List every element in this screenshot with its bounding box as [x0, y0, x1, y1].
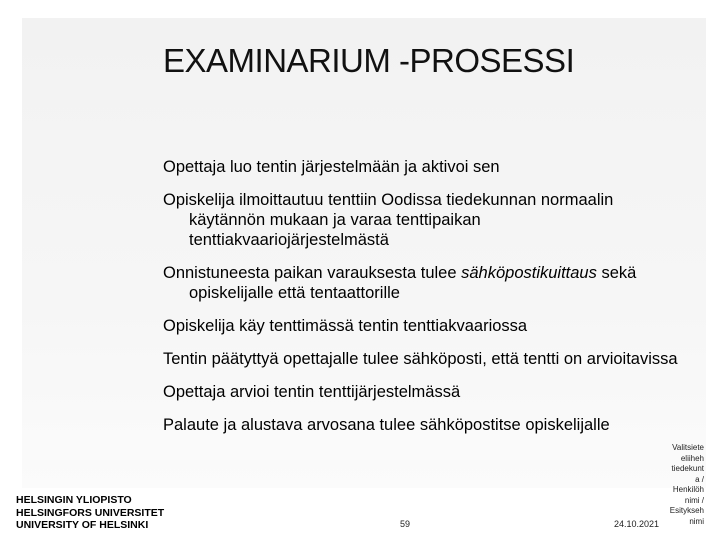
bullet-item: [163, 415, 683, 435]
logo-line-en: UNIVERSITY OF HELSINKI: [16, 519, 149, 531]
bullet-text: Tentin päätyttyä opettajalle tulee sähköposti, että tentti on arvioitavissa: [163, 350, 678, 368]
page-number: 59: [400, 519, 411, 529]
author-line: Valitsiete: [672, 443, 704, 452]
bullet-emphasis: sähköpostikuittaus: [461, 264, 597, 282]
bullet-text: Opiskelija ilmoittautuu tenttiin Oodissa tiedekunnan normaalin käytännön mukaan ja varaa tenttipaikan tenttiakvaariojärjestelmästä: [163, 191, 614, 249]
slide-title: EXAMINARIUM -PROSESSI: [163, 42, 575, 79]
footer-author-placeholder: [660, 443, 704, 527]
bullet-item: [163, 157, 683, 177]
bullet-text: Palaute ja alustava arvosana tulee sähköpostitse opiskelijalle: [163, 416, 610, 434]
author-line: eliiheh: [680, 453, 704, 463]
bullet-item: [163, 316, 683, 336]
author-line: Esitykseh: [669, 506, 704, 515]
logo-line-sv: HELSINGFORS UNIVERSITET: [16, 506, 165, 519]
footer-date: 24.10.2021: [614, 519, 660, 529]
bullet-item: [163, 349, 683, 369]
author-line: tiedekunt: [671, 464, 704, 473]
bullet-text: sekä opiskelijalle että tentaattorille: [189, 264, 637, 302]
bullet-text: Opettaja luo tentin järjestelmään ja aktivoi sen: [163, 158, 500, 176]
bullet-text: Onnistuneesta paikan varauksesta tulee: [163, 264, 462, 282]
bullet-list: [163, 157, 683, 448]
author-line: Henkilöh: [672, 485, 704, 494]
logo-line-fi: HELSINGIN YLIOPISTO: [16, 494, 132, 506]
author-line: nimi: [689, 516, 704, 526]
author-line: nimi /: [684, 495, 704, 505]
bullet-item: [163, 190, 683, 250]
bullet-item: [163, 263, 683, 303]
bullet-text: Opettaja arvioi tentin tenttijärjestelmässä: [163, 383, 461, 401]
university-logo: [16, 494, 164, 532]
author-line: a /: [695, 474, 704, 484]
bullet-text: Opiskelija käy tenttimässä tentin tenttiakvaariossa: [163, 317, 528, 335]
bullet-item: [163, 382, 683, 402]
